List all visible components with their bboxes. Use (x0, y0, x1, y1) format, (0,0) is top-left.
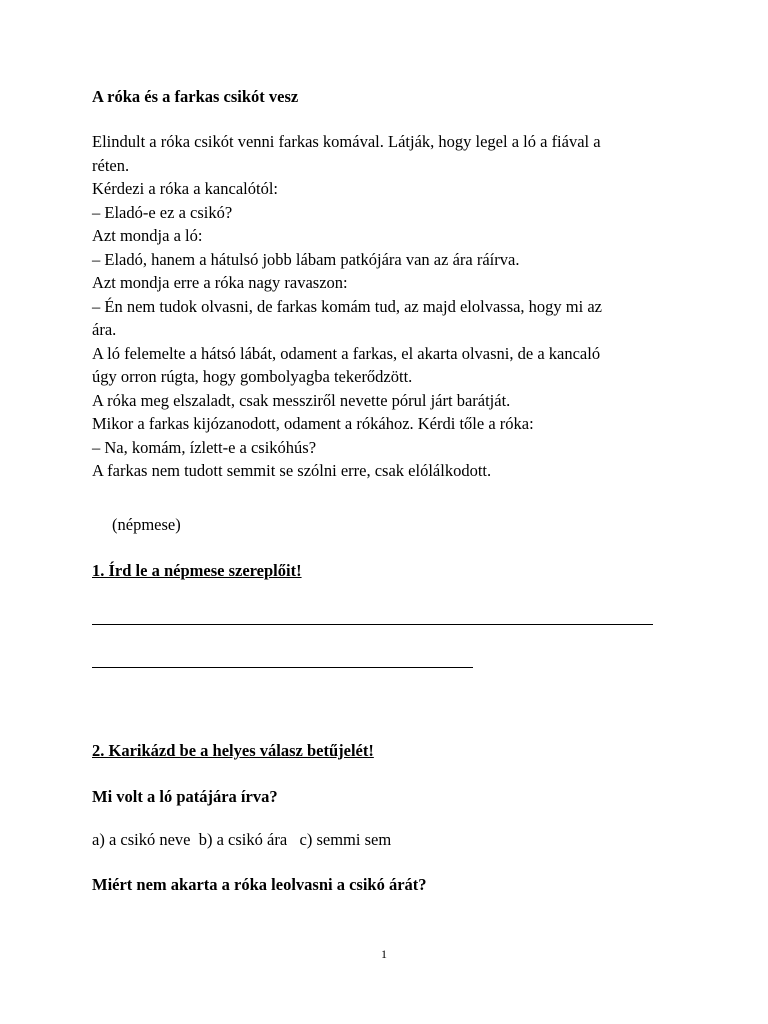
story-line: A ló felemelte a hátsó lábát, odament a farkas, el akarta olvasni, de a kancaló (92, 343, 601, 363)
story-line: úgy orron rúgta, hogy gombolyagba tekerődzött. (92, 367, 413, 386)
story-title: A róka és a farkas csikót vesz (92, 87, 299, 106)
answer-line[interactable] (92, 667, 473, 668)
exercise-2-options[interactable]: a) a csikó neve b) a csikó ára c) semmi sem (92, 830, 392, 849)
story-line: A farkas nem tudott semmit se szólni erre, csak elólálkodott. (92, 461, 492, 480)
story-line: – Eladó-e ez a csikó? (92, 202, 233, 222)
story-line: Mikor a farkas kijózanodott, odament a rókához. Kérdi tőle a róka: (92, 414, 534, 433)
story-line: – Én nem tudok olvasni, de farkas komám tud, az majd elolvassa, hogy mi az (92, 296, 603, 316)
story-line: Elindult a róka csikót venni farkas komával. Látják, hogy legel a ló a fiával a (92, 132, 601, 151)
story-line: réten. (92, 155, 130, 175)
story-line: Kérdezi a róka a kancalótól: (92, 179, 278, 198)
story-line: – Eladó, hanem a hátulsó jobb lábam patkójára van az ára ráírva. (92, 249, 520, 269)
story-line: Azt mondja erre a róka nagy ravaszon: (92, 273, 348, 292)
story-line: – Na, komám, ízlett-e a csikóhús? (92, 437, 317, 457)
exercise-2-question: Mi volt a ló patájára írva? (92, 787, 278, 806)
exercise-3-question: Miért nem akarta a róka leolvasni a csikó árát? (92, 875, 427, 894)
answer-line[interactable] (92, 624, 653, 625)
story-line: Azt mondja a ló: (92, 226, 203, 245)
page-number: 1 (381, 947, 387, 961)
story-line: ára. (92, 320, 117, 339)
story-text (92, 130, 672, 483)
story-source: (népmese) (112, 515, 181, 534)
exercise-1-title: 1. Írd le a népmese szereplőit! (92, 561, 302, 580)
exercise-2-title: 2. Karikázd be a helyes válasz betűjelét! (92, 741, 374, 760)
story-line: A róka meg elszaladt, csak messziről nevette pórul járt barátját. (92, 390, 511, 410)
